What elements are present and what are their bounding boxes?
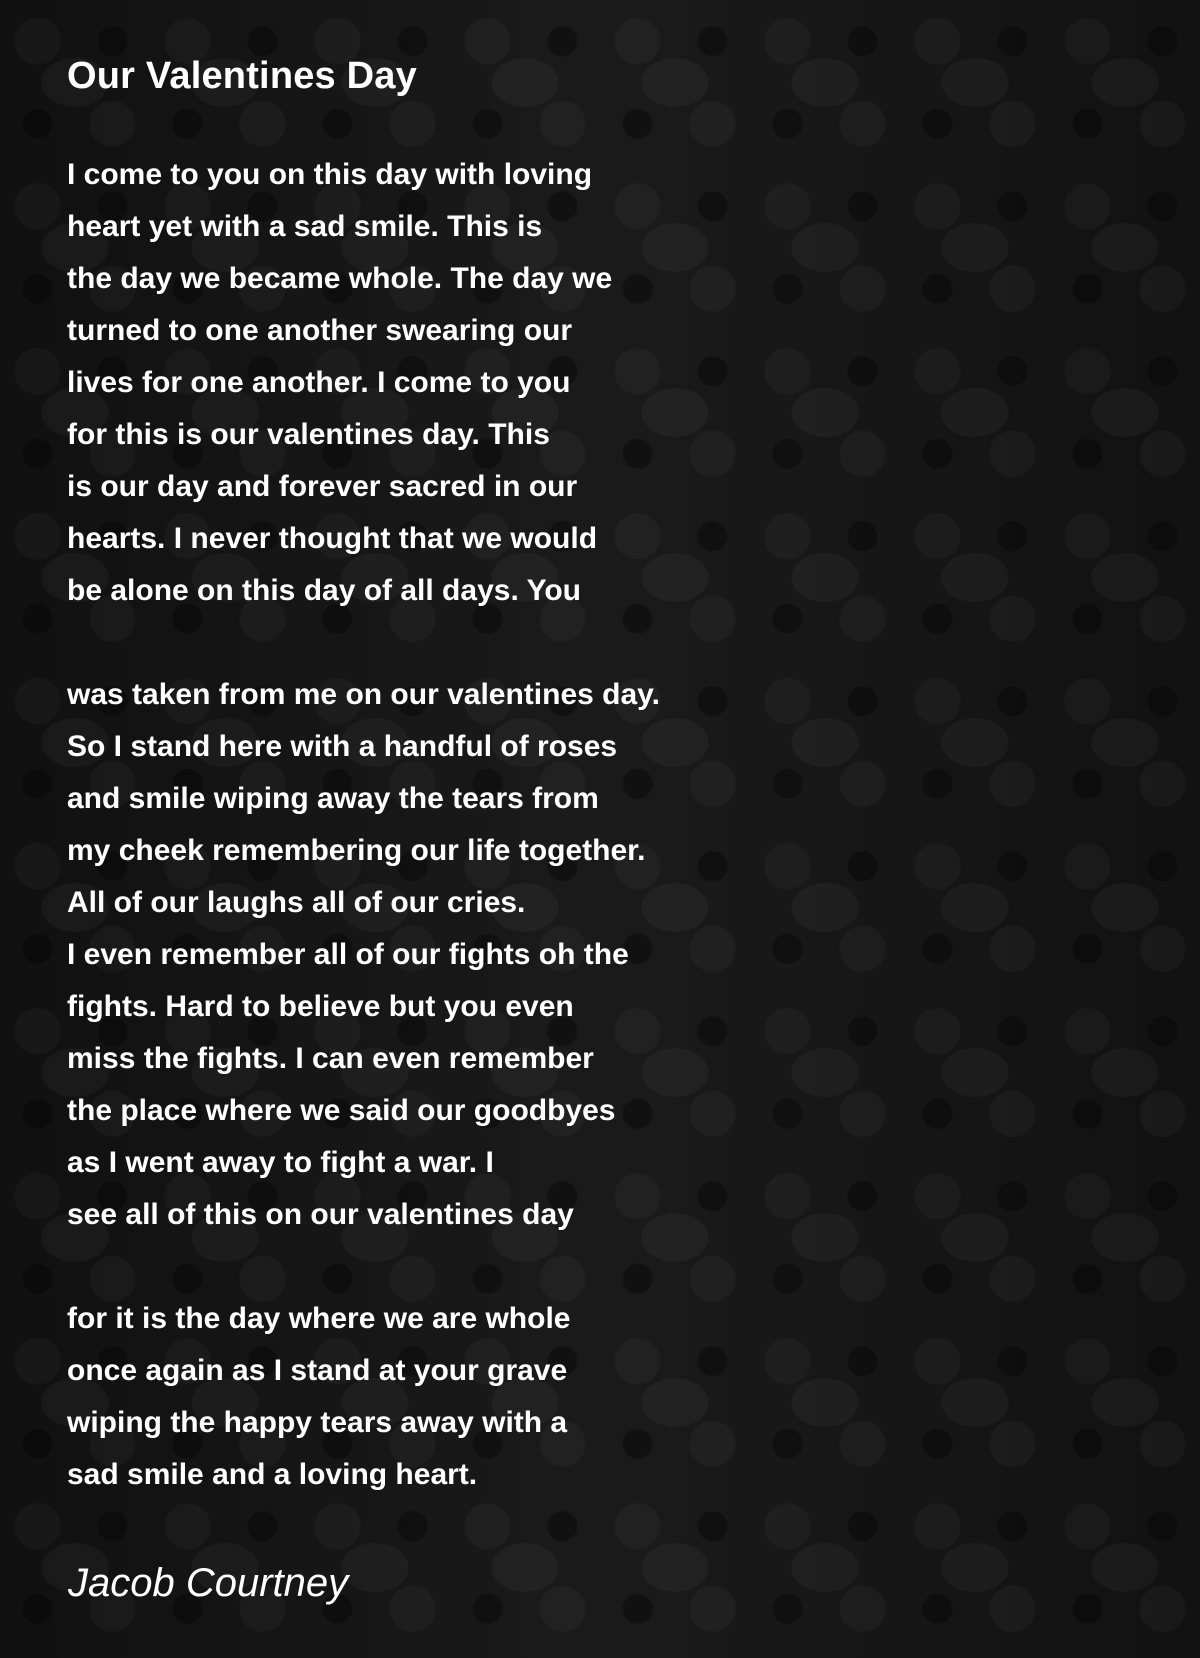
poem-line: once again as I stand at your grave [67,1354,568,1387]
poem-line: for this is our valentines day. This [67,418,550,451]
poem-line: is our day and forever sacred in our [67,470,578,503]
poem-line: the day we became whole. The day we [67,262,613,295]
stanza-2 [67,669,967,1241]
poem-line: I come to you on this day with loving [67,158,593,191]
stanza-3 [67,1293,967,1501]
stanza-1 [67,149,967,617]
poem-line: the place where we said our goodbyes [67,1094,616,1127]
poem-line: see all of this on our valentines day [67,1198,574,1231]
poem-line: as I went away to fight a war. I [67,1146,494,1179]
poem-line: be alone on this day of all days. You [67,574,581,607]
poem-line: wiping the happy tears away with a [67,1406,568,1439]
poem-line: I even remember all of our fights oh the [67,938,629,971]
poem-line: miss the fights. I can even remember [67,1042,594,1075]
poem-author: Jacob Courtney [68,1561,349,1605]
poem-line: was taken from me on our valentines day. [67,678,660,711]
poem-line: heart yet with a sad smile. This is [67,210,543,243]
poem-line: hearts. I never thought that we would [67,522,598,555]
poem-line: turned to one another swearing our [67,314,573,347]
poem-line: and smile wiping away the tears from [67,782,599,815]
poem-line: lives for one another. I come to you [67,366,571,399]
poem-body [67,149,967,1553]
poem-line: fights. Hard to believe but you even [67,990,574,1023]
poem-line: my cheek remembering our life together. [67,834,646,867]
poem-line: for it is the day where we are whole [67,1302,571,1335]
poem-line: All of our laughs all of our cries. [67,886,526,919]
poem-title: Our Valentines Day [67,55,417,97]
poem-line: sad smile and a loving heart. [67,1458,478,1491]
poem-line: So I stand here with a handful of roses [67,730,618,763]
